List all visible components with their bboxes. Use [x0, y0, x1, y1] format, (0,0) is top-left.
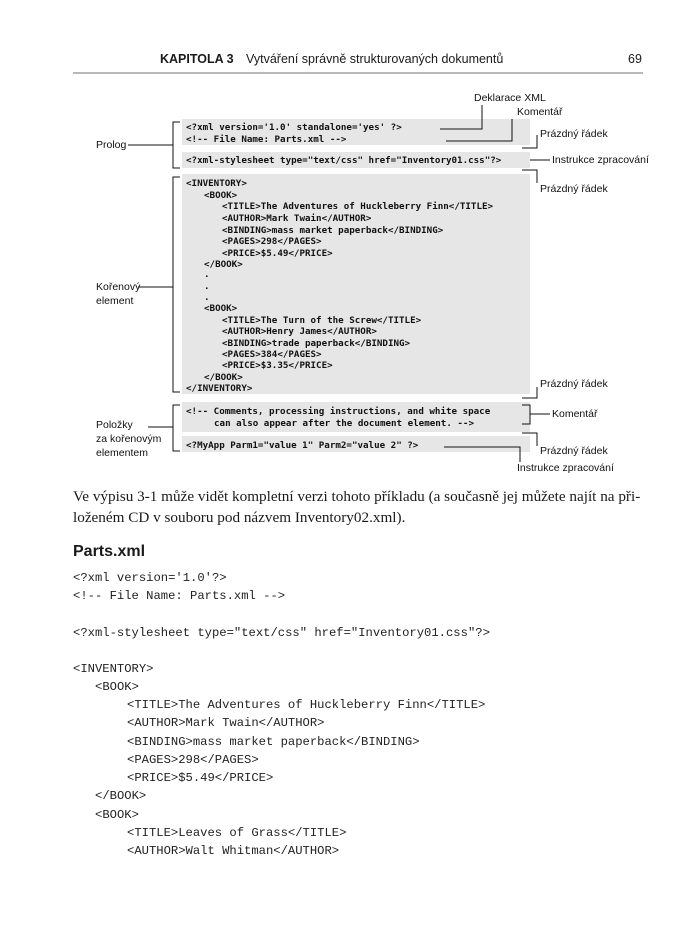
label-root-element-1: Kořenový	[96, 281, 141, 293]
label-trailing-items-2: za kořenovým	[96, 433, 162, 445]
code-line: <PRICE>$5.49</PRICE>	[222, 248, 333, 259]
code-line: .	[204, 269, 210, 280]
label-trailing-items-3: elementem	[96, 447, 148, 459]
label-comment-top: Komentář	[517, 106, 563, 118]
listing-line: </BOOK>	[95, 789, 147, 803]
label-processing-instruction-1: Instrukce zpracování	[552, 154, 649, 166]
listing-line: <PAGES>298</PAGES>	[127, 753, 259, 767]
code-line: <TITLE>The Turn of the Screw</TITLE>	[222, 315, 422, 326]
body-paragraph	[73, 486, 645, 528]
code-line: </BOOK>	[204, 259, 243, 270]
paragraph-line: loženém CD v souboru pod názvem Inventory02.xml).	[73, 509, 406, 526]
listing-line: <!-- File Name: Parts.xml -->	[73, 589, 286, 603]
label-blank-line-4: Prázdný řádek	[540, 445, 608, 457]
code-line: </BOOK>	[204, 372, 243, 383]
listing-line: <?xml-stylesheet type="text/css" href="Inventory01.css"?>	[73, 626, 490, 640]
code-line: <!-- Comments, processing instructions, and white space	[186, 406, 491, 417]
label-blank-line-3: Prázdný řádek	[540, 378, 608, 390]
label-blank-line-2: Prázdný řádek	[540, 183, 608, 195]
label-xml-declaration: Deklarace XML	[474, 92, 546, 104]
code-line: <TITLE>The Adventures of Huckleberry Finn</TITLE>	[222, 201, 494, 212]
label-processing-instruction-2: Instrukce zpracování	[517, 462, 614, 474]
listing-line: <TITLE>Leaves of Grass</TITLE>	[127, 826, 347, 840]
code-line: <BINDING>trade paperback</BINDING>	[222, 338, 411, 349]
code-line: can also appear after the document element. -->	[214, 418, 474, 429]
paragraph-line: Ve výpisu 3-1 může vidět kompletní verzi tohoto příkladu (a současně jej můžete najít na při-	[73, 488, 641, 505]
listing-line: <TITLE>The Adventures of Huckleberry Finn</TITLE>	[127, 698, 486, 712]
code-line: .	[204, 281, 210, 292]
chapter-title: Vytváření správně strukturovaných dokumentů	[246, 52, 504, 66]
listing-line: <PRICE>$5.49</PRICE>	[127, 771, 274, 785]
code-line: <AUTHOR>Henry James</AUTHOR>	[222, 326, 377, 337]
listing-line: <BOOK>	[95, 808, 139, 822]
label-root-element-2: element	[96, 295, 134, 307]
listing-line: <INVENTORY>	[73, 662, 154, 676]
code-line: .	[204, 292, 210, 303]
listing-line: <?xml version='1.0'?>	[73, 571, 227, 585]
code-line: <BOOK>	[204, 190, 238, 201]
label-prolog: Prolog	[96, 139, 127, 151]
chapter-label: KAPITOLA 3	[160, 52, 234, 66]
listing-line: <BOOK>	[95, 680, 139, 694]
code-line: <?xml version='1.0' standalone='yes' ?>	[186, 122, 402, 133]
listing-line: <BINDING>mass market paperback</BINDING>	[127, 735, 420, 749]
code-line: <BOOK>	[204, 303, 238, 314]
code-line: <!-- File Name: Parts.xml -->	[186, 134, 347, 145]
listing-title: Parts.xml	[73, 543, 146, 560]
label-trailing-items-1: Položky	[96, 419, 133, 431]
code-line: <AUTHOR>Mark Twain</AUTHOR>	[222, 213, 372, 224]
listing-line: <AUTHOR>Mark Twain</AUTHOR>	[127, 716, 325, 730]
code-line: <BINDING>mass market paperback</BINDING>	[222, 225, 444, 236]
code-line: <INVENTORY>	[186, 178, 247, 189]
code-line: <?MyApp Parm1="value 1" Parm2="value 2" ?>	[186, 440, 419, 451]
label-comment-bottom: Komentář	[552, 408, 598, 420]
page-number: 69	[628, 52, 642, 66]
code-line: <PRICE>$3.35</PRICE>	[222, 360, 333, 371]
listing-line: <AUTHOR>Walt Whitman</AUTHOR>	[127, 844, 340, 858]
code-line: <?xml-stylesheet type="text/css" href="Inventory01.css"?>	[186, 155, 502, 166]
code-line: <PAGES>298</PAGES>	[222, 236, 322, 247]
label-blank-line-1: Prázdný řádek	[540, 128, 608, 140]
code-line: <PAGES>384</PAGES>	[222, 349, 322, 360]
code-line: </INVENTORY>	[186, 383, 253, 394]
